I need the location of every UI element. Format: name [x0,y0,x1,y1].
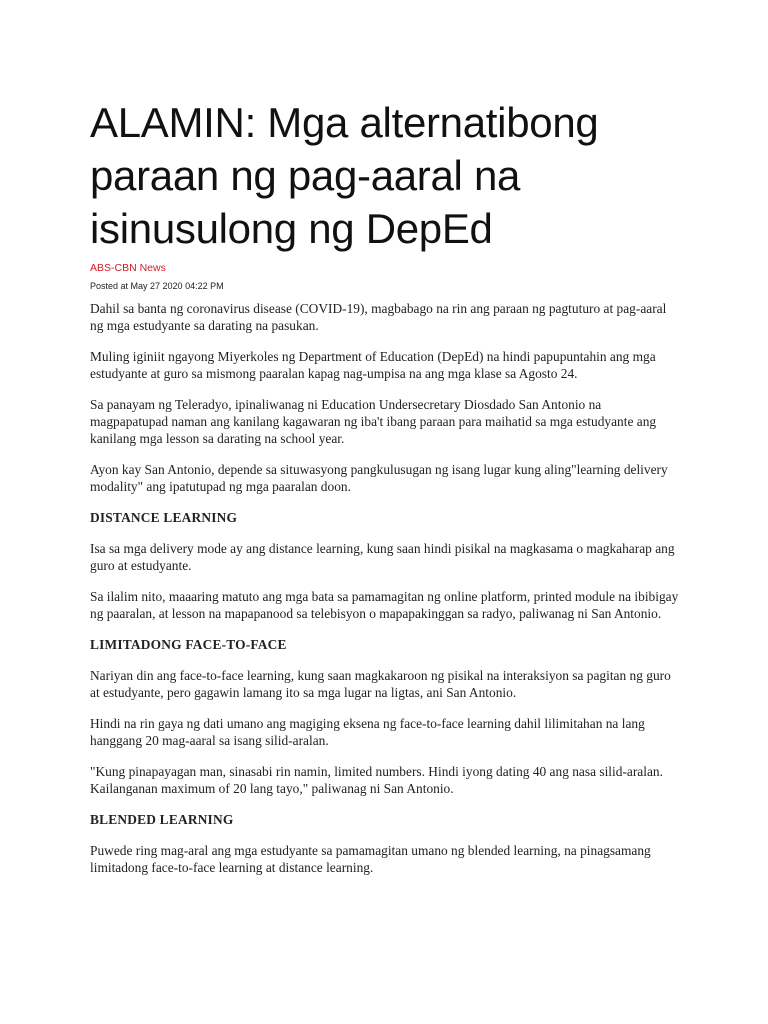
paragraph: Muling iginiit ngayong Miyerkoles ng Department of Education (DepEd) na hindi papupuntahin ang mga estudyante at guro sa mismong paaralan kapag nag-umpisa na ang mga klase sa Agosto 24. [90,349,656,381]
paragraph: Hindi na rin gaya ng dati umano ang magiging eksena ng face-to-face learning dahil lilimitahan na lang hanggang 20 mag-aaral sa isang silid-aralan. [90,716,645,748]
paragraph: Sa panayam ng Teleradyo, ipinaliwanag ni Education Undersecretary Diosdado San Antonio na magpapatupad naman ang kanilang kagawaran ng iba't ibang paraan para maihatid sa mga estudyante ang kanilang mga lesson sa darating na school year. [90,397,657,446]
section-heading-distance-learning: DISTANCE LEARNING [90,510,238,525]
paragraph: Sa ilalim nito, maaaring matuto ang mga bata sa pamamagitan ng online platform, printed module na ibibigay ng paaralan, at lesson na mapapanood sa telebisyon o mapapakinggan sa radyo, paliwanag ni San Antonio. [90,589,679,621]
section-heading-limited-face-to-face: LIMITADONG FACE-TO-FACE [90,637,287,652]
paragraph: "Kung pinapayagan man, sinasabi rin namin, limited numbers. Hindi iyong dating 40 ang nasa silid-aralan. Kailanganan maximum of 20 lang tayo," paliwanag ni San Antonio. [90,764,663,796]
source-link[interactable]: ABS-CBN News [90,262,166,274]
paragraph: Ayon kay San Antonio, depende sa situwasyong pangkulusugan ng isang lugar kung aling"learning delivery modality" ang ipatutupad ng mga paaralan doon. [90,462,668,494]
posted-date: Posted at May 27 2020 04:22 PM [90,281,224,291]
paragraph: Dahil sa banta ng coronavirus disease (COVID-19), magbabago na rin ang paraan ng pagtuturo at pag-aaral ng mga estudyante sa darating na pasukan. [90,301,667,333]
paragraph: Isa sa mga delivery mode ay ang distance learning, kung saan hindi pisikal na magkasama o magkaharap ang guro at estudyante. [90,541,675,573]
article [90,96,680,890]
paragraph: Nariyan din ang face-to-face learning, kung saan magkakaroon ng pisikal na interaksiyon sa pagitan ng guro at estudyante, pero gagawin lamang ito sa mga lugar na ligtas, ani San Antonio. [90,668,671,700]
section-heading-blended-learning: BLENDED LEARNING [90,812,234,827]
article-title: ALAMIN: Mga alternatibong paraan ng pag-aaral na isinusulong ng DepEd [90,99,599,252]
paragraph: Puwede ring mag-aral ang mga estudyante sa pamamagitan umano ng blended learning, na pinagsamang limitadong face-to-face learning at distance learning. [90,843,651,875]
